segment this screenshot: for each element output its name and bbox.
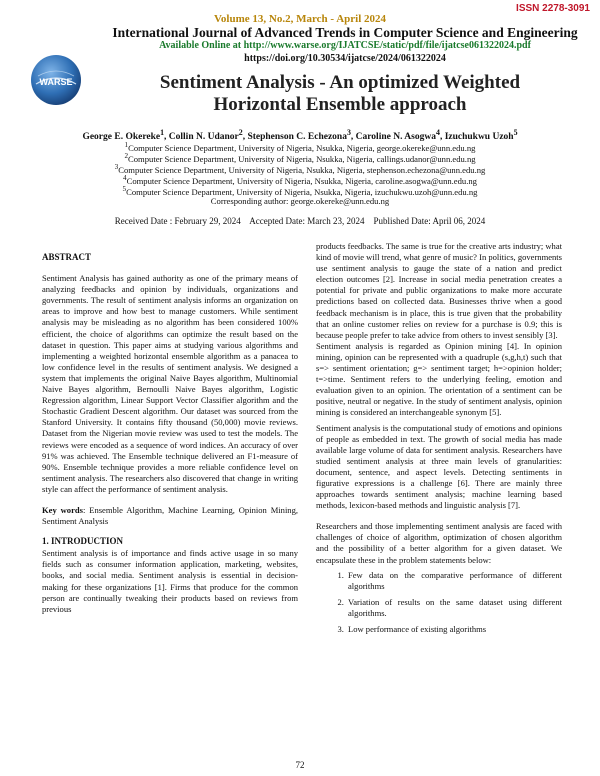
author-list: George E. Okereke$^1$, Collin N. Udanor$^2$, Stephenson C. Echezona$^3$, Caroline N. Asogwa$^4$, Izuchukwu Uzoh$^5$ — [82, 128, 518, 143]
online-availability — [100, 40, 590, 51]
intro-heading: 1. INTRODUCTION — [42, 536, 124, 547]
intro-paragraph-5: Researchers and those implementing sentiment analysis are faced with challenges of choice of algorithm, optimization of chosen algorithm and the possibility of a better algorithm for a given dataset. We encapsulate these in the problem statements below: — [316, 521, 562, 565]
author: Izuchukwu Uzoh — [444, 132, 514, 143]
doi-link[interactable]: https://doi.org/10.30534/ijatcse/2024/061322024 — [244, 53, 446, 64]
author-sup: 1 — [160, 128, 165, 137]
paper-title — [90, 72, 590, 116]
problem-list — [316, 570, 562, 635]
publication-dates — [0, 216, 600, 226]
affiliation: $^4$Computer Science Department, University of Nigeria, Nsukka, Nigeria, caroline.asogwa@unn.edu.ng — [123, 174, 477, 186]
intro-paragraph-2: products feedbacks. The same is true for the creative arts industry; what kind of movie will trend, what genre of music? In politics, governments use sentiment analysis to gauge the state of a nation and predict election outcomes [2]. Increase in social media penetration creates a potential for private and public organizations to make more accurate predictions based on collected data. Businesses thrive when a good feedback mechanism is in place, this is true given that the probability that an online customer relies on review for a purchase is 0.9; this is because people prefer to take advice from others to invest sensibly [3]. — [316, 241, 562, 340]
accepted-date: Accepted Date: March 23, 2024 — [249, 216, 365, 226]
journal-name: International Journal of Advanced Trends in Computer Science and Engineering — [112, 25, 578, 40]
keywords — [42, 505, 298, 527]
author-sup: 4 — [435, 128, 440, 137]
keywords-text: : Ensemble Algorithm, Machine Learning, Opinion Mining, Sentiment Analysis — [42, 504, 298, 527]
author: Stephenson C. Echezona — [247, 132, 347, 143]
online-url-link[interactable]: http://www.warse.org/IJATCSE/static/pdf/file/ijatcse061322024.pdf — [243, 40, 531, 51]
list-item: 1. Few data on the comparative performance of different algorithms — [346, 570, 562, 592]
affiliation: $^1$Computer Science Department, University of Nigeria, Nsukka, Nigeria, george.okereke@unn.edu.ng — [124, 141, 476, 153]
volume-info: Volume 13, No.2, March - April 2024 — [213, 13, 387, 25]
abstract-heading: ABSTRACT — [42, 252, 92, 262]
list-item: 3. Low performance of existing algorithms — [346, 624, 562, 635]
author-sup: 5 — [513, 128, 518, 137]
abstract-text: Sentiment Analysis has gained authority as one of the primary means of analyzing feedbacks and opinion by individuals, organizations and governments. The result of sentiment analysis informs an organization on areas to improve and how best to manage customers. While sentiment analysis may be misleading as no algorithm has been considered 100% efficient, the choice of algorithms can optimize the result based on the dataset in question. This paper aims at studying various algorithms and implementing a weighted horizontal ensemble algorithm as a panacea to low confidence level in the results of sentiment analysis. We designed a system that implements the original Naive Bayes algorithm, Multinomial Naive Bayes algorithm, Bernoulli Naive Bayes algorithm, Logistic Regression algorithm, Linear Support Vector Classifier algorithm and the Stochastic Gradient Descent algorithm. Our dataset was sourced from the Stanford University. It contains fifty thousand (50,000) movie reviews. Dataset from the Nigerian movie review was used to test the models. The reviews were encoded as a sequence of word indices. An accuracy of over 91% was achieved. The Ensemble technique delivered an F1-measure of 90%. Ensemble technique provides a more reliable confidence level on sentiment analysis. The researchers also discovered that change in writing style can affect the performance of sentiment analysis. — [42, 273, 298, 494]
published-date: Published Date: April 06, 2024 — [373, 216, 486, 226]
keywords-label: Key words — [42, 504, 83, 515]
author-sup: 2 — [238, 128, 243, 137]
list-item: 2. Variation of results on the same dataset using different algorithms. — [346, 597, 562, 619]
affiliation: $^3$Computer Science Department, University of Nigeria, Nsukka, Nigeria, stephenson.echezona@unn.edu.ng — [114, 163, 486, 175]
affiliation: $^2$Computer Science Department, University of Nigeria, Nsukka, Nigeria, callings.udanor@unn.edu.ng — [124, 152, 476, 164]
logo-text: WARSE — [39, 77, 73, 87]
online-prefix: Available Online at — [159, 40, 242, 51]
received-date: Received Date : February 29, 2024 — [114, 216, 241, 226]
right-column — [316, 241, 562, 640]
author: George E. Okereke — [82, 132, 161, 143]
author: Collin N. Udanor — [168, 132, 239, 143]
title-line-2: Horizontal Ensemble approach — [213, 94, 467, 115]
intro-paragraph-4: Sentiment analysis is the computational study of emotions and opinions of people as embedded in text. The growth of social media has made available large volume of data for sentiment analysis. Researchers have studied sentiment analysis at three main levels of granularities: document, sentence, and aspect levels. Detecting sentiments in figurative expressions is a challenge [6]. There are mainly three approaches towards sentiment analysis; machine learning based methods, lexicon-based methods and linguistic analysis [7]. — [316, 422, 562, 511]
warse-logo — [30, 54, 82, 106]
author: Caroline N. Asogwa — [355, 132, 436, 143]
author-sup: 3 — [346, 128, 351, 137]
affiliation: $^5$Computer Science Department, University of Nigeria, Nsukka, Nigeria, izuchukwu.uzoh@unn.edu.ng — [122, 185, 478, 197]
corresponding-author: Corresponding author: george.okereke@unn.edu.ng — [210, 196, 390, 206]
page-number: 72 — [295, 760, 305, 770]
intro-paragraph-1: Sentiment analysis is of importance and finds active usage in so many fields such as consumer information application, marketing, websites, books, and social media. Sentiment analysis is essential in decision-making for these organizations [1]. Firms that produce for the common person are continually tweaking their products based on reviews from previous — [42, 548, 298, 614]
left-column — [42, 252, 298, 615]
intro-paragraph-3: Sentiment analysis is regarded as Opinion mining [4]. In opinion mining, opinion can be represented with a quadruple (s,g,h,t) such that s=> sentiment orientation; g=> sentiment target; h=>opinion holder; t=>time. Sentiment refers to the underlying feeling, emotion and evaluation given to an opinion. The orientation of a sentiment can be positive, neutral or negative. In the study of sentiment analysis, opinion mining is considered an interchangeable synonym [5]. — [316, 340, 562, 418]
issn-label: ISSN 2278-3091 — [516, 3, 590, 14]
title-line-1: Sentiment Analysis - An optimized Weighted — [159, 72, 521, 93]
